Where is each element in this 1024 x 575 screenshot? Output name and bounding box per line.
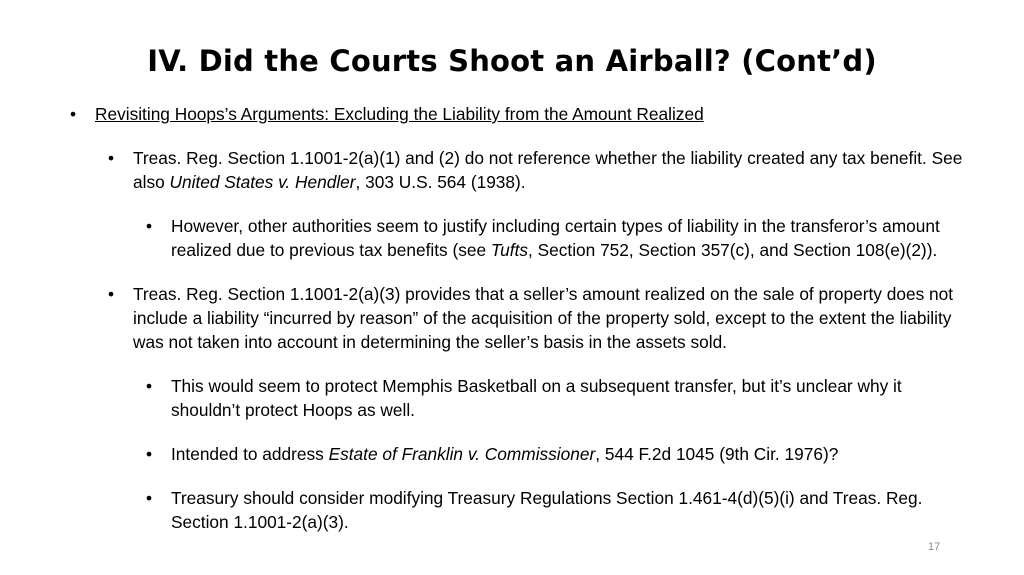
bullet-text: , Section 752, Section 357(c), and Section 108(e)(2)). — [528, 240, 938, 260]
bullet-text: , 544 F.2d 1045 (9th Cir. 1976)? — [595, 444, 839, 464]
slide-title: IV. Did the Courts Shoot an Airball? (Cont’d) — [147, 44, 877, 78]
page-number: 17 — [928, 541, 941, 553]
bullet-other-authorities — [70, 214, 970, 262]
bullet-text: Treas. Reg. Section 1.1001-2(a)(1) and (2) do not reference whether the liability created any tax benefit. See also — [133, 148, 963, 192]
bullet-dot: • — [146, 376, 153, 396]
bullet-text: , 303 U.S. 564 (1938). — [355, 172, 526, 192]
case-citation: Tufts — [490, 240, 529, 260]
case-citation: Estate of Franklin v. Commissioner — [328, 444, 596, 464]
bullet-memphis-basketball — [70, 374, 970, 422]
bullet-text: This would seem to protect Memphis Basketball on a subsequent transfer, but it’s unclear why it shouldn’t protect Hoops as well. — [171, 376, 902, 420]
bullet-heading-text: Revisiting Hoops’s Arguments: Excluding the Liability from the Amount Realized — [95, 104, 704, 124]
bullet-heading — [70, 102, 970, 126]
bullet-dot: • — [146, 216, 153, 236]
bullet-dot: • — [108, 284, 115, 304]
bullet-treasury-modify — [70, 486, 970, 534]
bullet-text: Treasury should consider modifying Treasury Regulations Section 1.461-4(d)(5)(i) and Treas. Reg. Section 1.1001-2(a)(3). — [171, 488, 923, 532]
bullet-text: However, other authorities seem to justify including certain types of liability in the transferor’s amount realized due to previous tax benefits (see — [171, 216, 940, 260]
case-citation: United States v. Hendler — [169, 172, 356, 192]
bullet-dot: • — [70, 104, 77, 124]
bullet-dot: • — [108, 148, 115, 168]
bullet-dot: • — [146, 444, 153, 464]
slide-content — [70, 102, 970, 534]
bullet-text: Intended to address — [171, 444, 329, 464]
bullet-text: Treas. Reg. Section 1.1001-2(a)(3) provides that a seller’s amount realized on the sale of property does not include a liability “incurred by reason” of the acquisition of the property sold, except to the extent the liability was not taken into account in determining the seller’s basis in the assets sold. — [133, 284, 954, 352]
bullet-estate-of-franklin — [70, 442, 970, 466]
bullet-reg-1001-2a1 — [70, 146, 970, 194]
bullet-reg-1001-2a3 — [70, 282, 970, 354]
bullet-dot: • — [146, 488, 153, 508]
